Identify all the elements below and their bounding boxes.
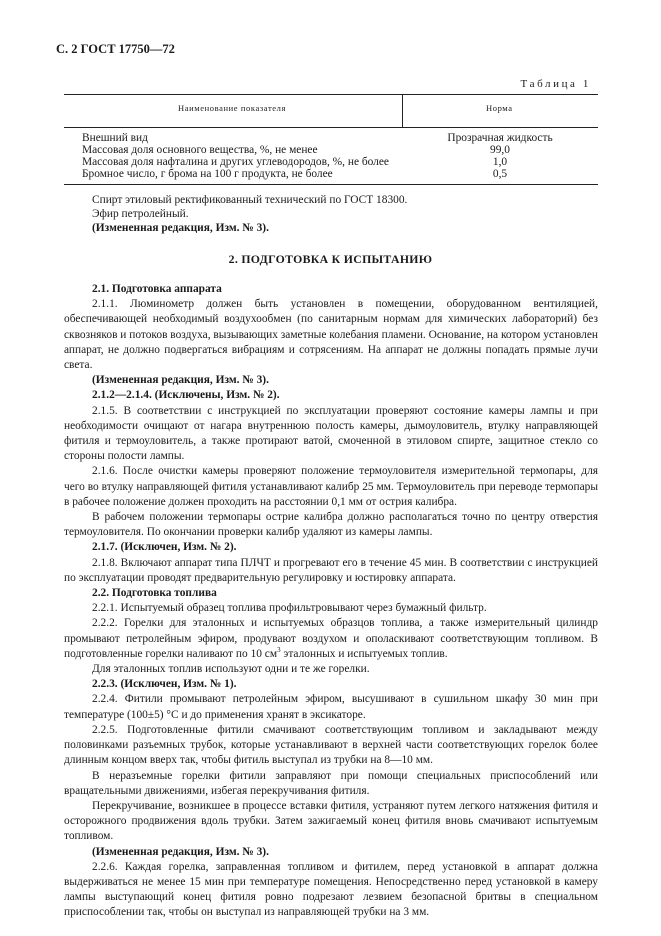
table-cell-name: Бромное число, г брома на 100 г продукта, не более xyxy=(82,168,333,180)
paragraph: 2.1.1. Люминометр должен быть установлен в помещении, оборудованном вентиляцией, обеспечивающей необходимый воздухообмен (по санитарным нормам для химических лабораторий) без сквозняков и потоков воздуха, вызывающих заметные колебания пламени. Основание, на котором установлен аппарат, не должно подвергаться вибрациям и сотрясениям. На аппарат не должны попадать прямые лучи света. xyxy=(64,298,598,372)
table-cell-value: 0,5 xyxy=(492,168,508,180)
paragraph: 2.1.5. В соответствии с инструкцией по эксплуатации проверяют состояние камеры лампы и при необходимости очищают от нагара внутреннюю полость камеры, дымоуловитель, втулку направляющей фитиля и термоуловитель, а также протирают ватой, смоченной в этиловом спирте, защитное стекло со стороны полости лампы. xyxy=(64,404,598,463)
paragraph-text: 2.2.2. Горелки для эталонных и испытуемых образцов топлива, а также измерительный цилиндр промывают петролейным эфиром, продувают воздухом и ополаскивают соответствующим топливом. В подготовленные горелки наливают по 10 см xyxy=(64,617,598,660)
table-caption: Таблица 1 xyxy=(520,78,591,90)
table-cell-name: Внешний вид xyxy=(82,132,148,144)
paragraph: В неразъемные горелки фитили заправляют при помощи специальных приспособлений или вращательными движениями, избегая перекручивания фитиля. xyxy=(64,769,598,797)
paragraph: 2.2.5. Подготовленные фитили смачивают соответствующим топливом и закладывают между половинками разъемных трубок, которые устанавливают в верхней части соответствующих горелок более длинным концом вверх так, чтобы фитиль выступал из трубки на 8—10 мм. xyxy=(64,723,598,767)
table-header-rule xyxy=(64,127,598,128)
superscript: 3 xyxy=(277,646,281,655)
table-top-rule xyxy=(64,94,598,95)
paragraph: 2.1.2—2.1.4. (Исключены, Изм. № 2). xyxy=(92,389,280,402)
subsection-heading: 2.1. Подготовка аппарата xyxy=(92,283,222,295)
table-header-name: Наименование показателя xyxy=(178,103,287,113)
paragraph: В рабочем положении термопары острие калибра должно располагаться точно по центру отверстия термоуловителя. По окончании проверки калибр удаляют из камеры лампы. xyxy=(64,511,598,539)
page-header: С. 2 ГОСТ 17750—72 xyxy=(56,42,175,56)
paragraph: 2.2.3. (Исключен, Изм. № 1). xyxy=(92,678,237,691)
paragraph-text: эталонных и испытуемых топлив. xyxy=(280,647,448,660)
table-row xyxy=(82,169,598,182)
section-title: 2. ПОДГОТОВКА К ИСПЫТАНИЮ xyxy=(228,252,433,266)
paragraph xyxy=(64,616,598,662)
paragraph: Для эталонных топлив используют одни и те же горелки. xyxy=(92,663,370,676)
section-body xyxy=(64,282,598,921)
paragraph: 2.2.6. Каждая горелка, заправленная топливом и фитилем, перед установкой в аппарат должна выдерживаться не менее 15 мин при температуре помещения. Непосредственно перед установкой в камеру лампы выступающий конец фитиля ровно подрезают лезвием безопасной бритвы в специальном приспособлении так, чтобы он выступал из направляющей трубки на 3 мм. xyxy=(64,860,598,919)
note-line: Спирт этиловый ректификованный технический по ГОСТ 18300. xyxy=(92,194,408,206)
paragraph: Перекручивание, возникшее в процессе вставки фитиля, устраняют путем легкого натяжения фитиля и осторожного продвижения вдоль трубки. Затем зажигаемый конец фитиля вновь смачивают испытуемым топливом. xyxy=(64,799,598,843)
table-cell-value: Прозрачная жидкость xyxy=(447,132,553,144)
note-line: Эфир петролейный. xyxy=(92,208,189,220)
paragraph: 2.1.6. После очистки камеры проверяют положение термоуловителя измерительной термопары, для чего во втулку направляющей фитиля устанавливают калибр 25 мм. Термоуловитель при переводе термопары в рабочее положение должен проходить на расстоянии 0,1 мм от острия калибра. xyxy=(64,465,598,508)
table-cell-name: Массовая доля основного вещества, %, не менее xyxy=(82,144,318,156)
paragraph: 2.2.4. Фитили промывают петролейным эфиром, высушивают в сушильном шкафу 30 мин при температуре (100±5) °С и до применения хранят в эксикаторе. xyxy=(64,693,598,721)
subsection-heading: 2.2. Подготовка топлива xyxy=(92,587,217,600)
table-cell-value: 99,0 xyxy=(490,144,510,156)
table-header-norm: Норма xyxy=(486,103,513,113)
table-column-divider xyxy=(402,94,403,127)
paragraph: 2.1.7. (Исключен, Изм. № 2). xyxy=(92,541,237,554)
paragraph: 2.2.1. Испытуемый образец топлива профильтровывают через бумажный фильтр. xyxy=(92,602,487,615)
amendment-note: (Измененная редакция, Изм. № 3). xyxy=(92,374,269,387)
table-cell-value: 1,0 xyxy=(492,156,508,168)
amendment-note: (Измененная редакция, Изм. № 3). xyxy=(92,222,269,234)
table-cell-name: Массовая доля нафталина и других углеводородов, %, не более xyxy=(82,156,389,168)
table-bottom-rule xyxy=(64,184,598,185)
paragraph: 2.1.8. Включают аппарат типа ПЛЧТ и прогревают его в течение 45 мин. В соответствии с инструкцией по эксплуатации проводят предварительную регулировку и юстировку аппарата. xyxy=(64,556,598,584)
amendment-note: (Измененная редакция, Изм. № 3). xyxy=(92,845,269,858)
